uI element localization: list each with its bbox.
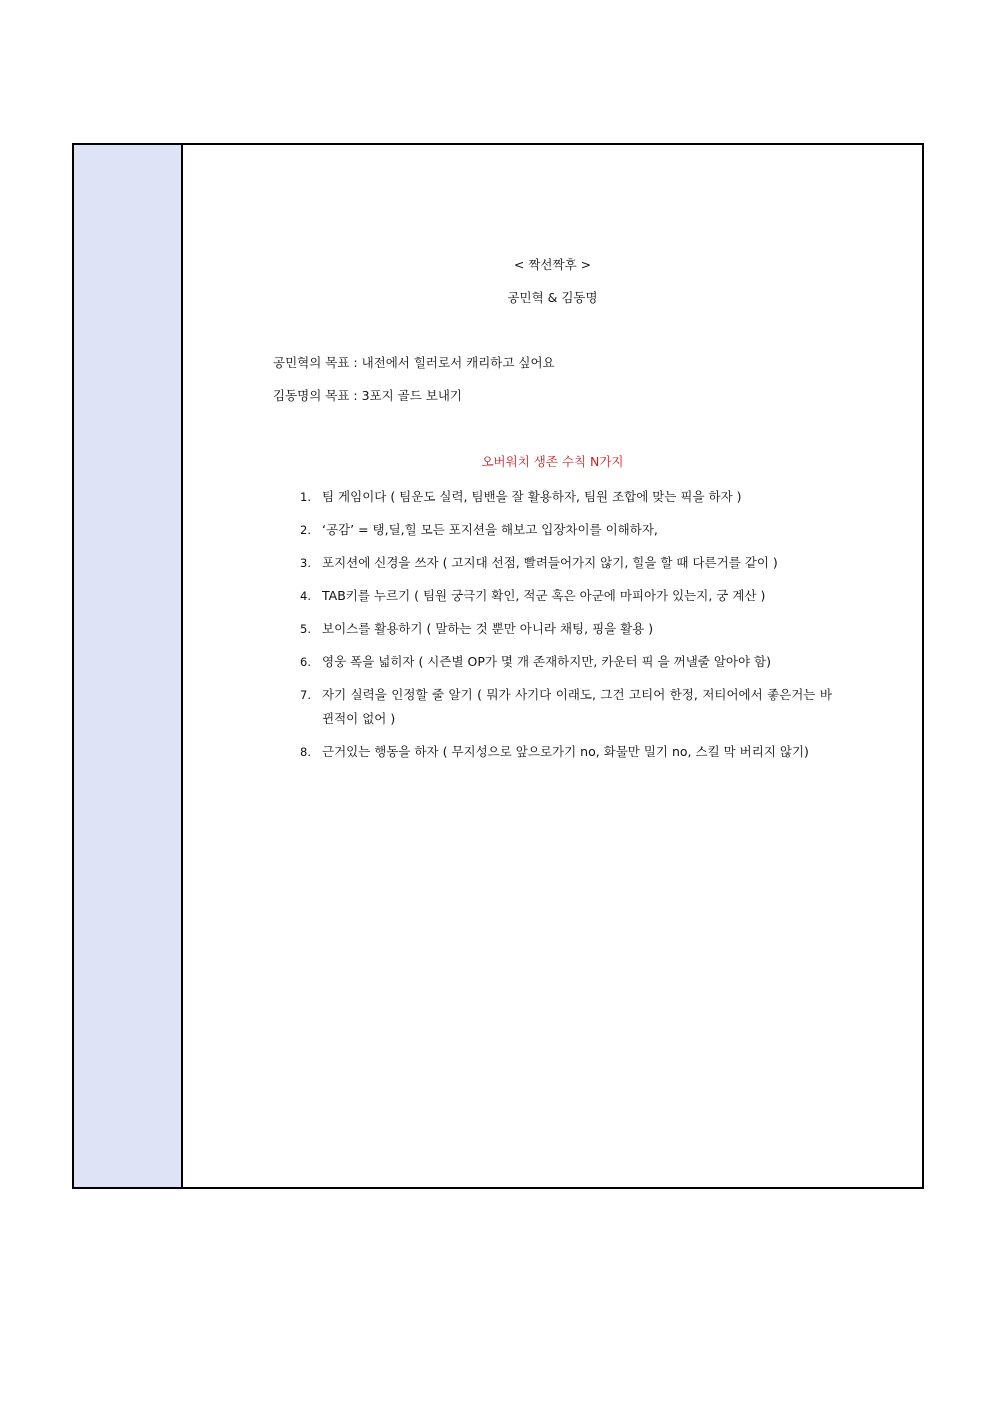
rules-heading: 오버워치 생존 수칙 N가지 [481, 454, 624, 469]
rule-number: 7. [300, 688, 311, 702]
rule-item-6 [300, 650, 832, 674]
rule-text: 영웅 폭을 넓히자 ( 시즌별 OP가 몇 개 존재하지만, 카운터 픽 을 꺼낼줄 알아야 함) [322, 654, 771, 669]
rule-number: 3. [300, 556, 311, 570]
rule-text: 팀 게임이다 ( 팀운도 실력, 팀밴을 잘 활용하자, 팀원 조합에 맞는 픽을 하자 ) [322, 489, 742, 504]
rule-number: 4. [300, 589, 311, 603]
rule-item-7 [300, 683, 832, 731]
rule-number: 2. [300, 523, 311, 537]
rule-item-1 [300, 485, 832, 509]
rules-list [300, 485, 832, 773]
rule-item-8 [300, 740, 832, 764]
goal-line-2: 김동명의 목표 : 3포지 골드 보내기 [273, 388, 463, 403]
document-frame [72, 143, 924, 1189]
rule-item-4 [300, 584, 832, 608]
rule-text: ‘공감’ = 탱,딜,힐 모든 포지션을 해보고 입장차이를 이해하자, [322, 522, 658, 537]
rule-text: 포지션에 신경을 쓰자 ( 고지대 선점, 빨려들어가지 않기, 힐을 할 때 다른거를 같이 ) [322, 555, 778, 570]
goal-line-1: 공민혁의 목표 : 내전에서 힐러로서 캐리하고 싶어요 [273, 355, 555, 370]
rule-text: TAB키를 누르기 ( 팀원 궁극기 확인, 적군 혹은 아군에 마피아가 있는지, 궁 계산 ) [322, 588, 766, 603]
rule-number: 8. [300, 745, 311, 759]
rule-number: 6. [300, 655, 311, 669]
side-column [74, 145, 183, 1187]
rule-item-2 [300, 518, 832, 542]
content-column [183, 145, 922, 1187]
rule-item-3 [300, 551, 832, 575]
author-names: 공민혁 & 김동명 [507, 290, 598, 305]
rule-number: 1. [300, 490, 311, 504]
rule-text: 보이스를 활용하기 ( 말하는 것 뿐만 아니라 채팅, 핑을 활용 ) [322, 621, 654, 636]
rule-text: 자기 실력을 인정할 줄 알기 ( 뭐가 사기다 이래도, 그건 고티어 한정, 저티어에서 좋은거는 바뀐적이 없어 ) [322, 687, 832, 726]
rule-number: 5. [300, 622, 311, 636]
document-title: < 짝선짝후 > [513, 257, 592, 272]
rule-item-5 [300, 617, 832, 641]
rule-text: 근거있는 행동을 하자 ( 무지성으로 앞으로가기 no, 화물만 밀기 no, 스킬 막 버리지 않기) [322, 744, 809, 759]
